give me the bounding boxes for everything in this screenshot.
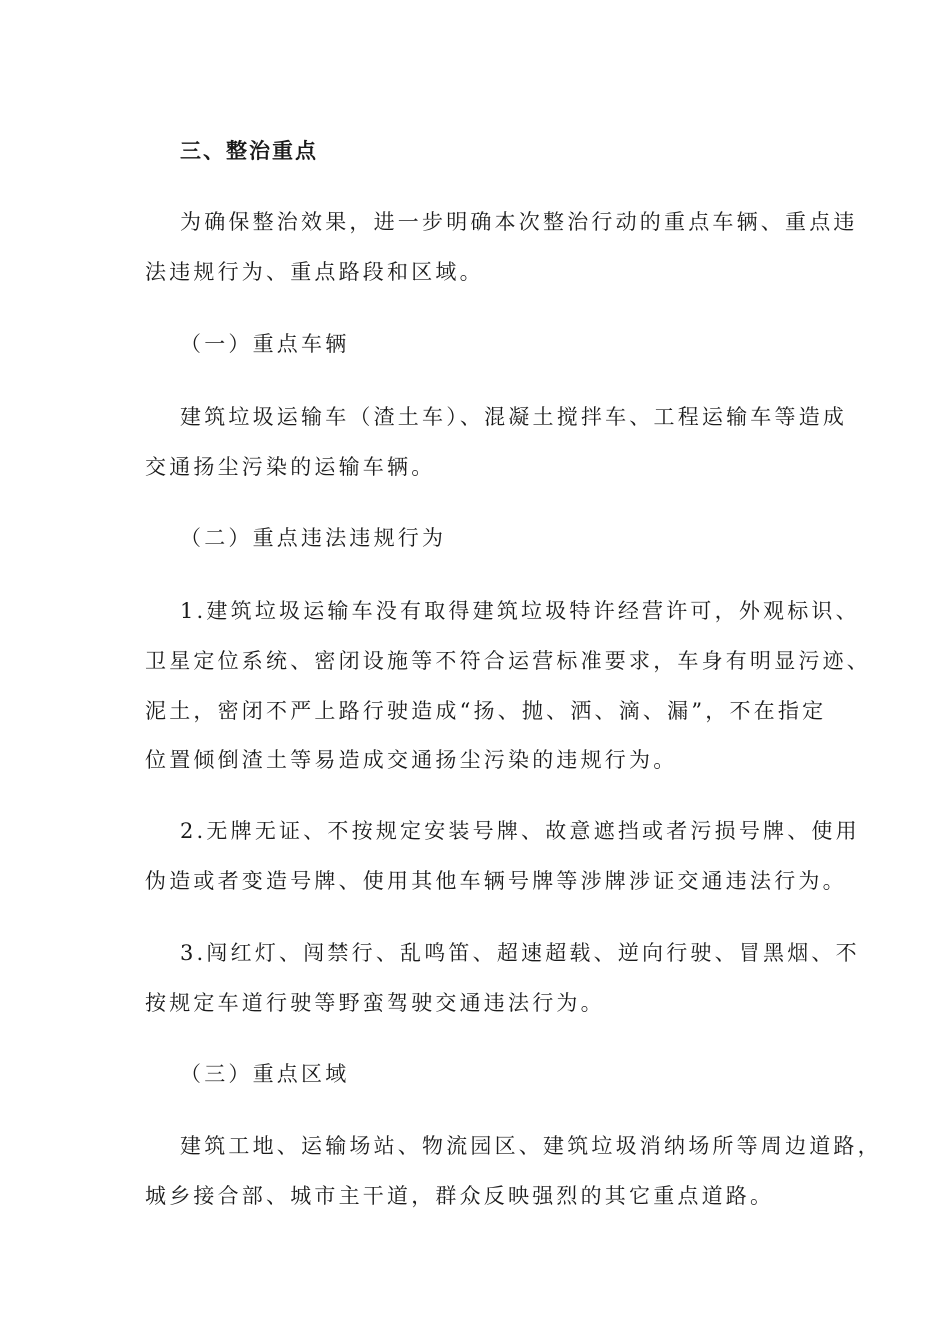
sub1-line-1: 建筑垃圾运输车（渣土车）、混凝土搅拌车、工程运输车等造成 <box>180 405 848 429</box>
sub2-item2-line-2: 伪造或者变造号牌、使用其他车辆号牌等涉牌涉证交通违法行为。 <box>145 869 847 893</box>
intro-line-1: 为确保整治效果，进一步明确本次整治行动的重点车辆、重点违 <box>180 210 858 234</box>
sub2-heading: （二）重点违法违规行为 <box>180 526 447 550</box>
sub2-item3-line-2: 按规定车道行驶等野蛮驾驶交通违法行为。 <box>145 991 605 1015</box>
sub1-line-2: 交通扬尘污染的运输车辆。 <box>145 455 436 479</box>
sub2-item2-line-1: 2.无牌无证、不按规定安装号牌、故意遮挡或者污损号牌、使用 <box>180 819 860 843</box>
sub2-item1-line-3: 泥土，密闭不严上路行驶造成“扬、抛、洒、滴、漏”，不在指定 <box>145 699 827 723</box>
sub3-line-1: 建筑工地、运输场站、物流园区、建筑垃圾消纳场所等周边道路， <box>180 1134 882 1158</box>
intro-line-2: 法违规行为、重点路段和区域。 <box>145 260 484 284</box>
section-heading: 三、整治重点 <box>180 138 318 163</box>
sub2-item1-line-1: 1.建筑垃圾运输车没有取得建筑垃圾特许经营许可，外观标识、 <box>180 599 860 623</box>
sub1-heading: （一）重点车辆 <box>180 332 350 356</box>
sub2-item1-line-4: 位置倾倒渣土等易造成交通扬尘污染的违规行为。 <box>145 748 678 772</box>
sub2-item1-line-2: 卫星定位系统、密闭设施等不符合运营标准要求，车身有明显污迹、 <box>145 649 871 673</box>
sub2-item3-line-1: 3.闯红灯、闯禁行、乱鸣笛、超速超载、逆向行驶、冒黑烟、不 <box>180 941 860 965</box>
sub3-line-2: 城乡接合部、城市主干道，群众反映强烈的其它重点道路。 <box>145 1184 775 1208</box>
sub3-heading: （三）重点区域 <box>180 1062 350 1086</box>
